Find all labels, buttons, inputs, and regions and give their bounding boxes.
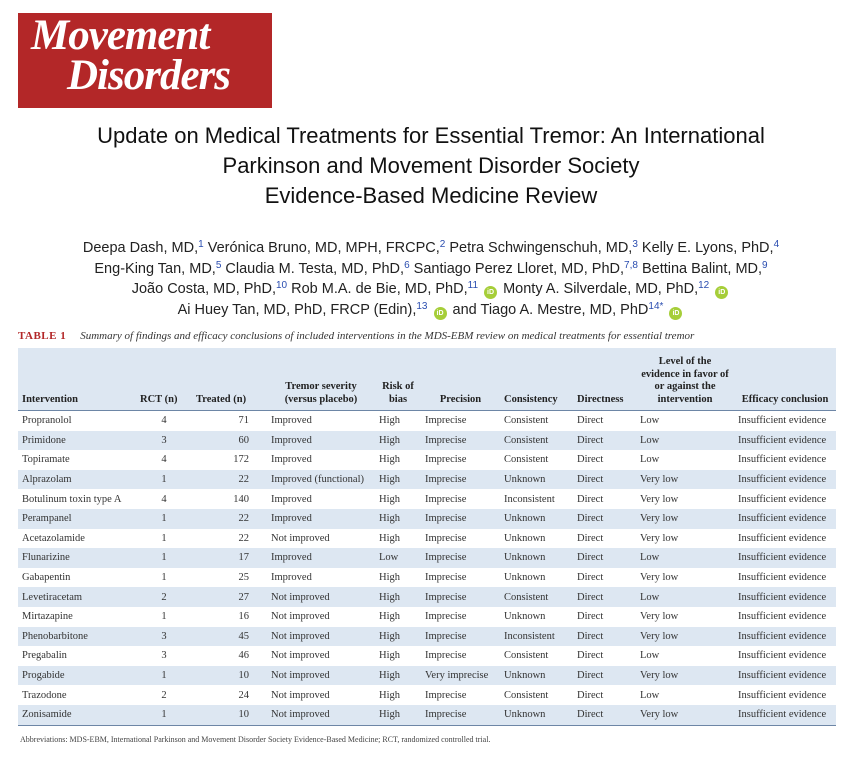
affiliation-ref[interactable]: 12 [698, 280, 710, 291]
table-cell: Not improved [271, 611, 330, 623]
table-cell: Insufficient evidence [738, 513, 827, 525]
article-title [0, 121, 862, 211]
table-cell: Insufficient evidence [738, 591, 827, 603]
table-cell: Insufficient evidence [738, 454, 827, 466]
table-cell: Very low [640, 572, 679, 584]
author-name: Ai Huey Tan, MD, PhD, FRCP (Edin), [177, 301, 417, 318]
affiliation-ref[interactable]: 6 [404, 259, 410, 271]
table-cell: Imprecise [425, 591, 467, 603]
table-row [18, 685, 836, 705]
table-cell: Direct [577, 591, 604, 603]
table-cell: Unknown [504, 670, 546, 682]
table-cell: 3 [161, 630, 167, 642]
table-cell: Imprecise [425, 513, 467, 525]
table-row [18, 587, 836, 607]
table-cell: 16 [238, 611, 249, 623]
table-cell: Imprecise [425, 611, 467, 623]
table-cell: Very low [640, 670, 679, 682]
table-cell: 22 [238, 474, 249, 486]
table-cell: High [379, 689, 400, 701]
title-line-3: Evidence-Based Medicine Review [264, 183, 598, 208]
table-cell: Very low [640, 474, 679, 486]
column-header: Tremor severity (versus placebo) [267, 348, 375, 411]
table-cell: Very low [636, 705, 734, 725]
table-cell: High [379, 532, 400, 544]
table-cell: Flunarizine [22, 552, 70, 564]
table-cell: High [379, 454, 400, 466]
table-cell: Improved (functional) [271, 474, 365, 486]
author-name: Claudia M. Testa, MD, PhD, [225, 260, 405, 277]
orcid-icon[interactable]: iD [715, 286, 728, 299]
column-header: RCT (n) [136, 348, 192, 411]
table-cell: Consistent [504, 415, 549, 427]
affiliation-ref[interactable]: 14* [648, 300, 664, 312]
journal-logo [18, 13, 272, 108]
table-cell: 10 [238, 670, 249, 682]
table-cell: Not improved [271, 591, 330, 603]
table-cell: Consistent [504, 591, 549, 603]
affiliation-ref[interactable]: 7,8 [624, 259, 638, 271]
table-cell: Unknown [504, 513, 546, 525]
table-cell: Insufficient evidence [738, 611, 827, 623]
table-cell: Low [640, 415, 660, 427]
summary-table [18, 348, 836, 726]
table-cell: 2 [161, 591, 167, 603]
table-cell: Botulinum toxin type A [22, 493, 122, 505]
table-cell: Not improved [271, 532, 330, 544]
table-cell: Insufficient evidence [738, 572, 827, 584]
table-cell: Imprecise [425, 689, 467, 701]
table-cell: 4 [161, 415, 167, 427]
table-cell: Imprecise [425, 532, 467, 544]
table-cell: 3 [161, 650, 167, 662]
table-cell: Direct [577, 689, 604, 701]
table-cell: Perampanel [22, 513, 72, 525]
table-cell: Consistent [504, 650, 549, 662]
table-cell: Insufficient evidence [738, 415, 827, 427]
author-name: Deepa Dash, MD, [82, 240, 199, 256]
table-cell: Very imprecise [425, 670, 489, 682]
column-header: Precision [421, 348, 500, 411]
table-cell: Imprecise [425, 630, 467, 642]
table-cell: Unknown [504, 532, 546, 544]
table-cell: 17 [238, 552, 249, 564]
table-cell: 25 [238, 572, 249, 584]
logo-line-1: Movement [31, 12, 210, 59]
table-cell: Direct [577, 493, 604, 505]
author-name: Monty A. Silverdale, MD, PhD, [503, 281, 699, 297]
affiliation-ref[interactable]: 11 [467, 280, 479, 291]
table-cell: 22 [238, 532, 249, 544]
table-cell: Insufficient evidence [738, 689, 827, 701]
title-line-1: Update on Medical Treatments for Essential Tremor: An International [97, 123, 765, 148]
table-cell: Imprecise [425, 415, 467, 427]
table-cell: Very low [640, 532, 679, 544]
table-cell: Inconsistent [504, 630, 555, 642]
column-header: Efficacy conclusion [734, 348, 836, 411]
table-cell: Imprecise [425, 552, 467, 564]
table-cell: 24 [238, 689, 249, 701]
table-cell: Consistent [504, 689, 549, 701]
table-cell: Very low [640, 513, 679, 525]
table-cell: 45 [238, 630, 249, 642]
table-cell: Direct [577, 611, 604, 623]
table-cell: Consistent [504, 434, 549, 446]
author-name: and Tiago A. Mestre, MD, PhD [452, 301, 649, 318]
table-cell: Direct [577, 572, 604, 584]
table-cell: Insufficient evidence [738, 552, 827, 564]
table-cell: Improved [271, 493, 312, 505]
table-row [18, 509, 836, 529]
author-name: Rob M.A. de Bie, MD, PhD, [291, 281, 468, 297]
table-row [18, 568, 836, 588]
table-cell: High [379, 670, 400, 682]
table-cell: Insufficient evidence [734, 705, 836, 725]
table-cell: 1 [161, 532, 167, 544]
table-cell: Direct [577, 454, 604, 466]
table-row [18, 411, 836, 431]
author-line-3 [20, 279, 842, 300]
orcid-icon[interactable]: iD [434, 307, 447, 320]
table-cell: 71 [238, 415, 249, 427]
table-cell: Imprecise [425, 434, 467, 446]
table-cell: High [379, 415, 400, 427]
table-cell: Gabapentin [22, 572, 71, 584]
table-cell: High [379, 591, 400, 603]
table-cell: 22 [238, 513, 249, 525]
table-cell: Imprecise [425, 493, 467, 505]
table-cell: Direct [577, 532, 604, 544]
table-cell: Levetiracetam [22, 591, 83, 603]
table-cell: Consistent [504, 454, 549, 466]
table-cell: 140 [233, 493, 249, 505]
table-cell: Insufficient evidence [738, 532, 827, 544]
table-cell: Zonisamide [18, 705, 136, 725]
table-cell: 10 [192, 705, 267, 725]
author-name: Santiago Perez Lloret, MD, PhD, [413, 260, 625, 277]
table-cell: 27 [238, 591, 249, 603]
table-cell: Imprecise [421, 705, 500, 725]
table-cell: Alprazolam [22, 474, 72, 486]
table-cell: Improved [271, 513, 312, 525]
table-cell: 1 [161, 670, 167, 682]
table-footnote: Abbreviations: MDS-EBM, International Parkinson and Movement Disorder Society Evidence-Based Medicine; RCT, randomized controlled trial. [20, 735, 491, 744]
table-cell: High [379, 434, 400, 446]
column-header: Treated (n) [192, 348, 267, 411]
table-cell: Mirtazapine [22, 611, 73, 623]
table-cell: Insufficient evidence [738, 650, 827, 662]
table-cell: 46 [238, 650, 249, 662]
table-row [18, 470, 836, 490]
affiliation-ref[interactable]: 13 [416, 300, 428, 312]
affiliation-ref[interactable]: 4 [773, 239, 780, 250]
table-cell: Not improved [271, 650, 330, 662]
table-cell: High [379, 650, 400, 662]
table-row [18, 666, 836, 686]
affiliation-ref[interactable]: 3 [632, 239, 638, 250]
table-row [18, 548, 836, 568]
table-body [18, 411, 836, 726]
table-cell: Unknown [504, 552, 546, 564]
table-cell: Insufficient evidence [738, 493, 827, 505]
orcid-icon[interactable]: iD [484, 286, 497, 299]
table-row [18, 627, 836, 647]
table-cell: Direct [577, 670, 604, 682]
affiliation-ref[interactable]: 1 [198, 239, 204, 250]
table-cell: High [379, 572, 400, 584]
logo-line-2: Disorders [67, 52, 231, 99]
table-cell: Unknown [504, 611, 546, 623]
table-row [18, 607, 836, 627]
table-cell: Low [640, 434, 660, 446]
column-header: Directness [573, 348, 636, 411]
table-cell: Imprecise [425, 650, 467, 662]
table-label: TABLE 1 [18, 330, 67, 342]
table-caption-text: Summary of findings and efficacy conclusions of included interventions in the MDS-EBM review on medical treatments for essential tremor [80, 330, 695, 342]
title-line-2: Parkinson and Movement Disorder Society [222, 153, 640, 178]
table-cell: Not improved [267, 705, 375, 725]
table-cell: Acetazolamide [22, 532, 85, 544]
table-cell: Direct [577, 552, 604, 564]
column-header: Consistency [500, 348, 573, 411]
table-row [18, 529, 836, 549]
table-row [18, 705, 836, 725]
author-line-2 [20, 259, 842, 280]
table-header-row [18, 348, 836, 411]
table-cell: Improved [271, 415, 312, 427]
author-line-1 [20, 238, 842, 259]
table-cell: Direct [573, 705, 636, 725]
table-cell: 1 [136, 705, 192, 725]
affiliation-ref[interactable]: 9 [762, 259, 768, 271]
table-cell: Improved [271, 552, 312, 564]
table-cell: Insufficient evidence [738, 670, 827, 682]
table-cell: 172 [233, 454, 249, 466]
table-cell: 2 [161, 689, 167, 701]
table-cell: Not improved [271, 670, 330, 682]
table-cell: 4 [161, 493, 167, 505]
table-cell: 1 [161, 572, 167, 584]
table-row [18, 489, 836, 509]
table-cell: 3 [161, 434, 167, 446]
table-row [18, 646, 836, 666]
table-cell: 1 [161, 513, 167, 525]
table-cell: Improved [271, 454, 312, 466]
table-row [18, 431, 836, 451]
table-cell: Unknown [500, 705, 573, 725]
table-cell: High [375, 705, 421, 725]
affiliation-ref[interactable]: 10 [275, 280, 288, 291]
orcid-icon[interactable]: iD [669, 307, 682, 320]
summary-table-container [18, 348, 836, 726]
column-header: Risk of bias [375, 348, 421, 411]
table-cell: Not improved [271, 630, 330, 642]
table-cell: Direct [577, 415, 604, 427]
table-cell: Not improved [271, 689, 330, 701]
table-cell: Insufficient evidence [738, 434, 827, 446]
table-cell: Primidone [22, 434, 66, 446]
table-cell: Progabide [22, 670, 65, 682]
table-cell: Very low [640, 493, 679, 505]
table-cell: Insufficient evidence [738, 630, 827, 642]
table-cell: Very low [640, 630, 679, 642]
table-cell: High [379, 611, 400, 623]
table-cell: Low [640, 591, 660, 603]
table-cell: 4 [161, 454, 167, 466]
author-line-4 [20, 300, 842, 321]
table-cell: Pregabalin [22, 650, 67, 662]
author-name: João Costa, MD, PhD, [131, 281, 276, 297]
table-cell: Improved [271, 434, 312, 446]
table-cell: Low [379, 552, 399, 564]
table-cell: Improved [271, 572, 312, 584]
table-cell: 1 [161, 552, 167, 564]
table-cell: High [379, 493, 400, 505]
table-cell: Low [640, 454, 660, 466]
affiliation-ref[interactable]: 2 [439, 239, 446, 250]
column-header: Intervention [18, 348, 136, 411]
table-cell: Imprecise [425, 474, 467, 486]
table-cell: Imprecise [425, 572, 467, 584]
table-cell: Inconsistent [504, 493, 555, 505]
author-name: Bettina Balint, MD, [641, 260, 763, 277]
author-name: Eng-King Tan, MD, [94, 260, 216, 277]
table-cell: Direct [577, 513, 604, 525]
table-cell: High [379, 513, 400, 525]
table-cell: Direct [577, 630, 604, 642]
author-list [20, 238, 842, 320]
column-header: Level of the evidence in favor of or against the intervention [636, 348, 734, 411]
author-name: Verónica Bruno, MD, MPH, FRCPC, [207, 240, 440, 256]
author-name: Kelly E. Lyons, PhD, [641, 240, 774, 256]
table-cell: 60 [238, 434, 249, 446]
table-cell: High [379, 630, 400, 642]
table-cell: Low [640, 552, 660, 564]
table-cell: Unknown [504, 474, 546, 486]
table-cell: Trazodone [22, 689, 67, 701]
table-row [18, 450, 836, 470]
table-cell: Very low [640, 611, 679, 623]
table-cell: Low [640, 650, 660, 662]
table-cell: 1 [161, 611, 167, 623]
table-cell: Direct [577, 434, 604, 446]
table-cell: High [379, 474, 400, 486]
table-caption [18, 330, 848, 342]
author-name: Petra Schwingenschuh, MD, [449, 240, 633, 256]
table-cell: Imprecise [425, 454, 467, 466]
table-cell: Direct [577, 650, 604, 662]
table-cell: 1 [161, 474, 167, 486]
table-cell: Topiramate [22, 454, 70, 466]
table-cell: Propranolol [22, 415, 72, 427]
table-cell: Phenobarbitone [22, 630, 88, 642]
affiliation-ref[interactable]: 5 [215, 259, 222, 271]
table-cell: Unknown [504, 572, 546, 584]
table-cell: Direct [577, 474, 604, 486]
table-cell: Insufficient evidence [738, 474, 827, 486]
table-cell: Low [640, 689, 660, 701]
